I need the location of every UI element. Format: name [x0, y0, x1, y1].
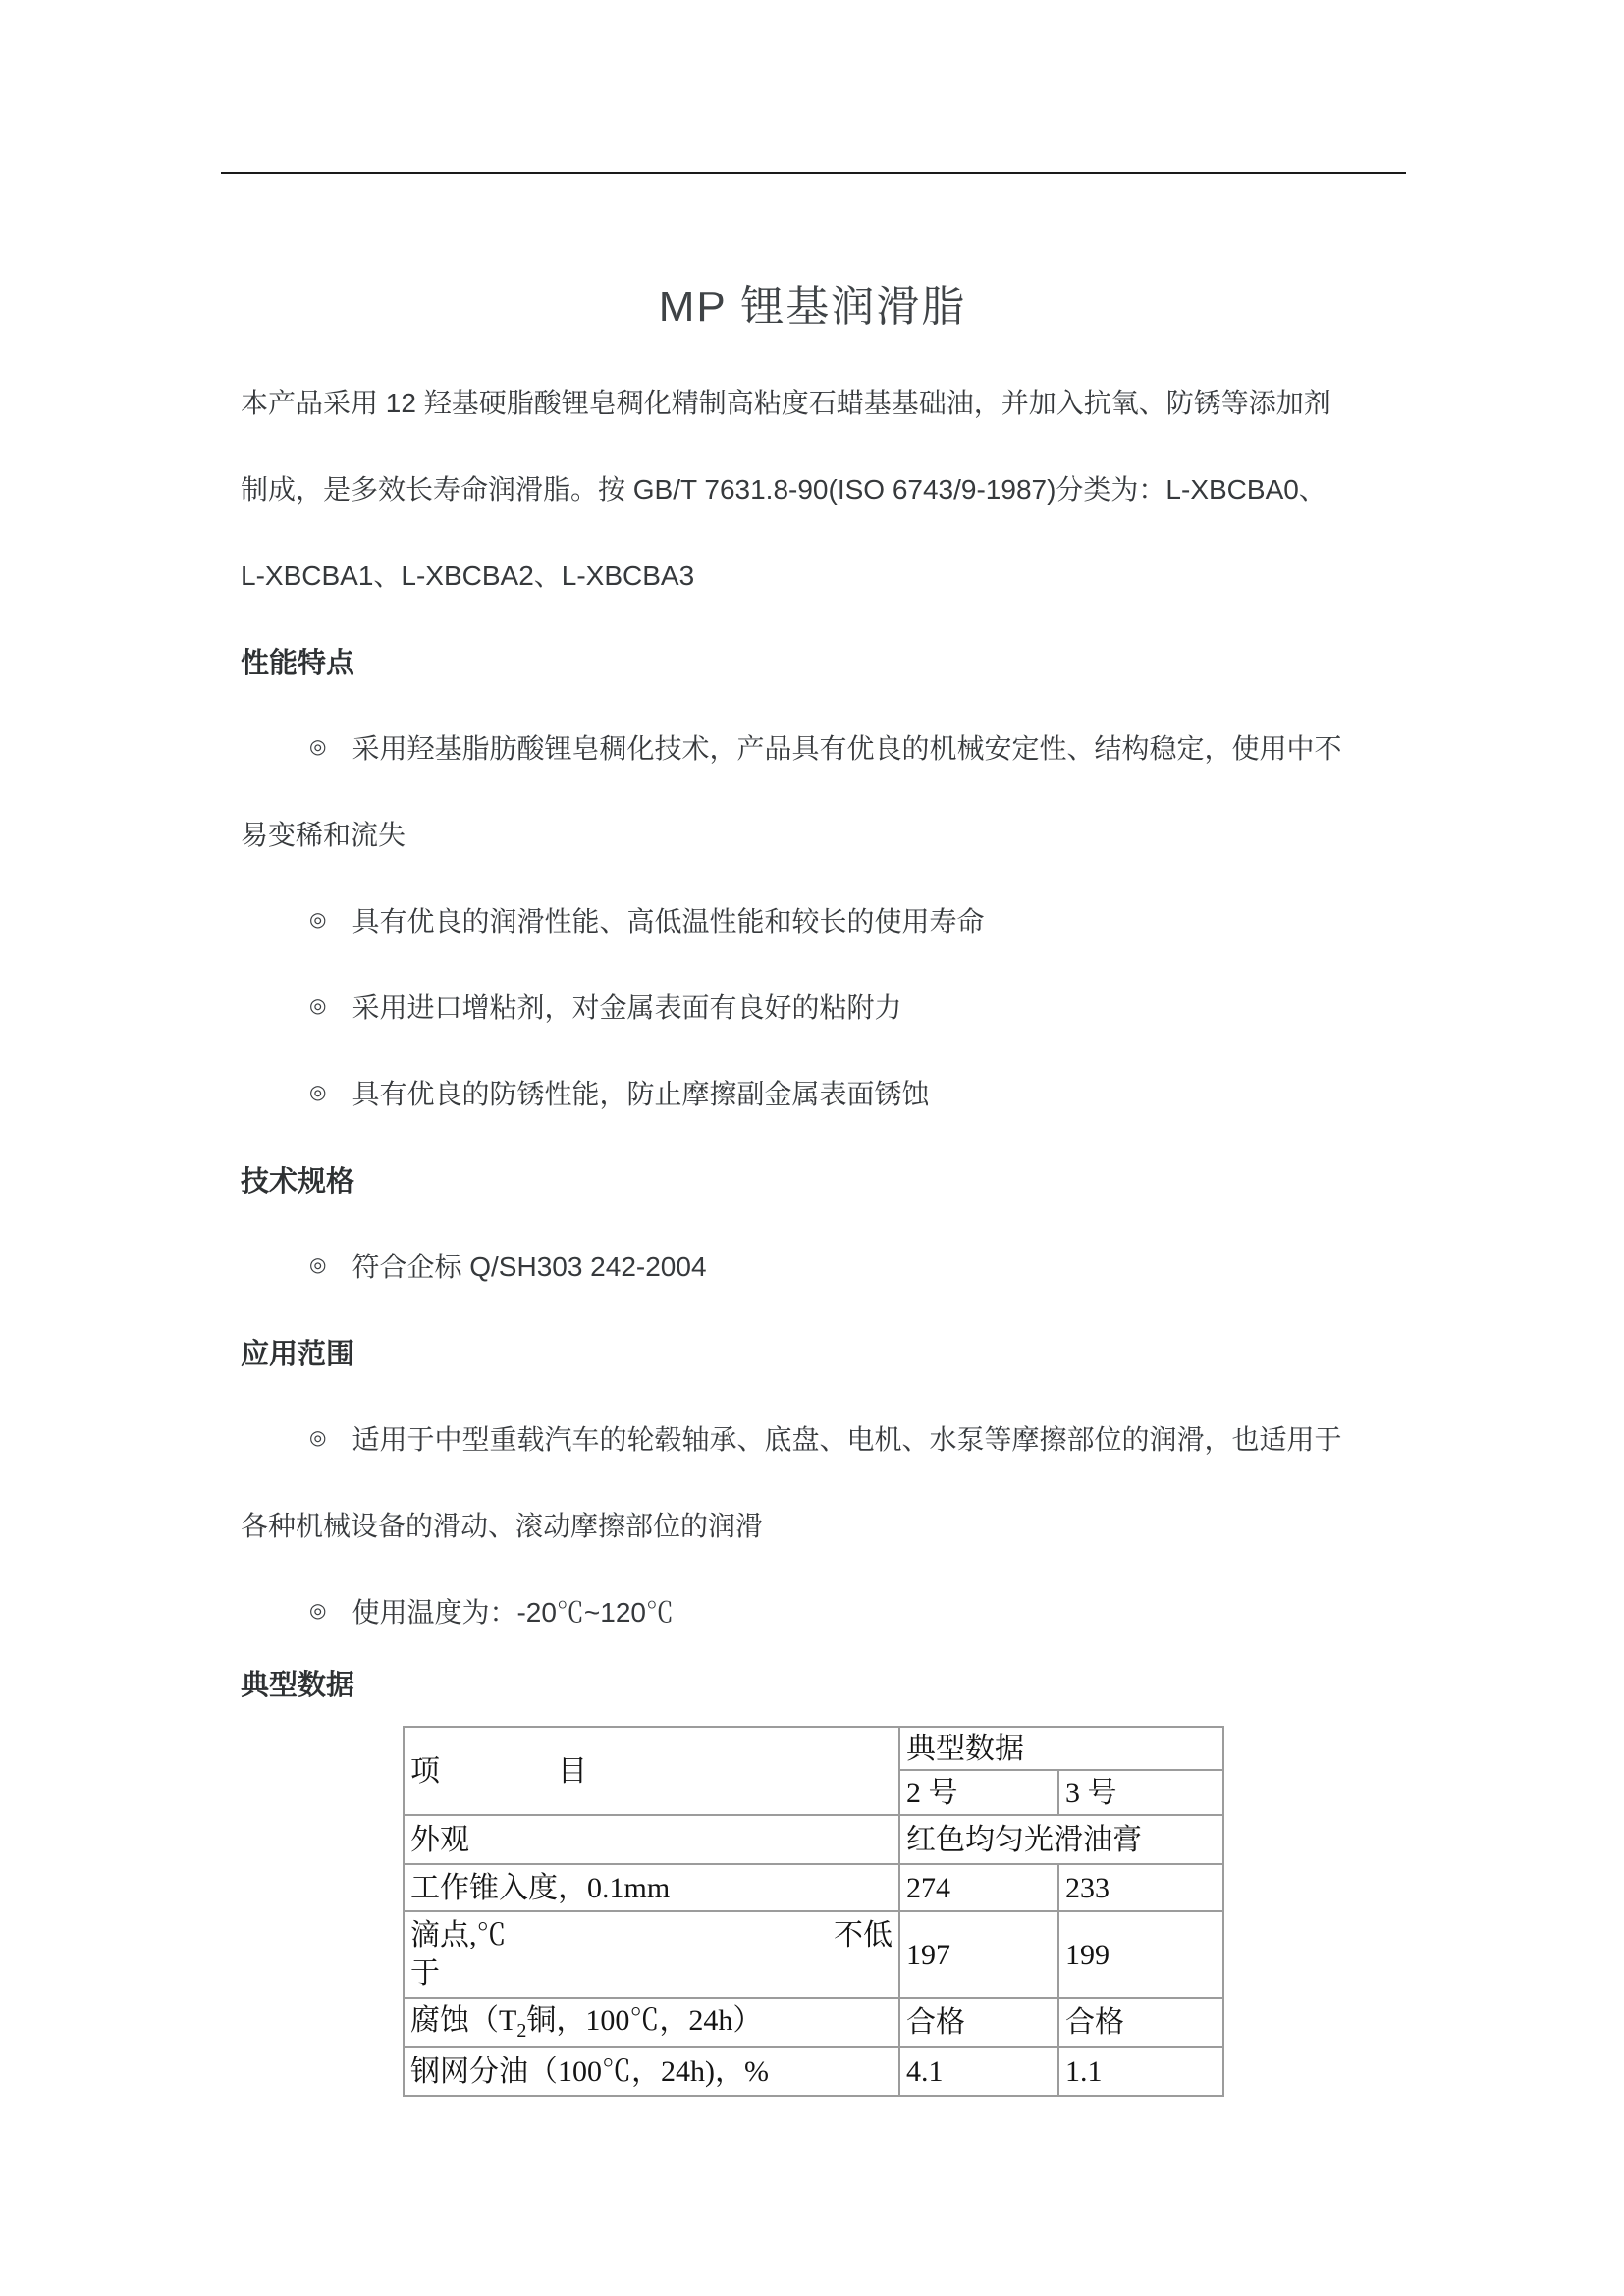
appearance-value-cell: 红色均匀光滑油膏	[899, 1815, 1223, 1864]
dropping-point-label: 滴点,℃	[410, 1919, 507, 1951]
table-header-row-1	[404, 1727, 1223, 1770]
spec-item-1-text: 符合企标 Q/SH303 242-2004	[352, 1252, 707, 1282]
features-heading: 性能特点	[241, 647, 355, 679]
dropping-point-line-1	[410, 1916, 893, 1954]
intro-line-1: 本产品采用 12 羟基硬脂酸锂皂稠化精制高粘度石蜡基基础油，并加入抗氧、防锈等添加剂	[241, 388, 1331, 418]
row-label	[404, 1998, 899, 2047]
grade2-header-cell: 2 号	[899, 1770, 1058, 1815]
table-row-corrosion	[404, 1998, 1223, 2047]
page-title: MP 锂基润滑脂	[658, 283, 967, 331]
bullet-icon: ◎	[309, 1082, 327, 1103]
intro-line-2: 制成，是多效长寿命润滑脂。按 GB/T 7631.8-90(ISO 6743/9-1987)分类为：L-XBCBA0、	[241, 474, 1326, 505]
table-row-penetration	[404, 1864, 1223, 1911]
feature-item-2	[241, 877, 1428, 963]
feature-item-3	[241, 963, 1428, 1049]
spec-item-1	[241, 1222, 1428, 1308]
specs-heading: 技术规格	[241, 1165, 355, 1198]
qualifier-part-1: 不低	[834, 1919, 893, 1951]
bullet-icon: ◎	[309, 909, 327, 931]
item-header-cell: 项 目	[404, 1727, 899, 1815]
grade3-value: 199	[1058, 1911, 1223, 1998]
bullet-icon: ◎	[309, 995, 327, 1017]
bullet-icon: ◎	[309, 1600, 327, 1622]
corrosion-label-suffix: 铜，100℃，24h）	[526, 2003, 763, 2037]
corrosion-label-subscript: 2	[516, 2019, 527, 2042]
typical-data-table	[403, 1726, 1224, 2097]
group-header-cell: 典型数据	[899, 1727, 1223, 1770]
applications-heading: 应用范围	[241, 1338, 355, 1370]
bullet-icon: ◎	[309, 736, 327, 758]
application-item-2-text: 使用温度为：-20℃~120℃	[352, 1597, 674, 1628]
application-item-1-text: 适用于中型重载汽车的轮毂轴承、底盘、电机、水泵等摩擦部位的润滑，也适用于	[352, 1424, 1342, 1455]
header-rule	[221, 172, 1406, 174]
row-label: 外观	[404, 1815, 899, 1864]
grade3-value: 合格	[1058, 1998, 1223, 2047]
application-item-1-cont: 各种机械设备的滑动、滚动摩擦部位的润滑	[241, 1511, 764, 1541]
qualifier-part-2: 于	[410, 1957, 440, 1990]
feature-item-4-text: 具有优良的防锈性能，防止摩擦副金属表面锈蚀	[352, 1079, 930, 1109]
grade2-value: 4.1	[899, 2047, 1058, 2096]
feature-item-3-text: 采用进口增粘剂，对金属表面有良好的粘附力	[352, 992, 902, 1023]
grade3-header-cell: 3 号	[1058, 1770, 1223, 1815]
feature-item-2-text: 具有优良的润滑性能、高低温性能和较长的使用寿命	[352, 906, 985, 936]
table-row-dropping-point	[404, 1911, 1223, 1998]
grade3-value: 233	[1058, 1864, 1223, 1911]
feature-item-1-text: 采用羟基脂肪酸锂皂稠化技术，产品具有优良的机械安定性、结构稳定，使用中不	[352, 733, 1342, 764]
feature-item-1-cont: 易变稀和流失	[241, 820, 406, 850]
corrosion-label-prefix: 腐蚀（T	[410, 2003, 517, 2037]
typical-data-heading: 典型数据	[241, 1669, 355, 1701]
intro-line-3: L-XBCBA1、L-XBCBA2、L-XBCBA3	[241, 561, 695, 591]
row-label	[404, 1911, 899, 1998]
row-label: 钢网分油（100℃，24h)，%	[404, 2047, 899, 2096]
grade2-value: 合格	[899, 1998, 1058, 2047]
bullet-icon: ◎	[309, 1427, 327, 1449]
bullet-icon: ◎	[309, 1255, 327, 1276]
grade2-value: 274	[899, 1864, 1058, 1911]
feature-item-4	[241, 1049, 1428, 1136]
row-label: 工作锥入度，0.1mm	[404, 1864, 899, 1911]
grade2-value: 197	[899, 1911, 1058, 1998]
grade3-value: 1.1	[1058, 2047, 1223, 2096]
table-row-appearance	[404, 1815, 1223, 1864]
application-item-1	[241, 1395, 1428, 1481]
feature-item-1	[241, 704, 1428, 790]
table-row-oil-separation	[404, 2047, 1223, 2096]
